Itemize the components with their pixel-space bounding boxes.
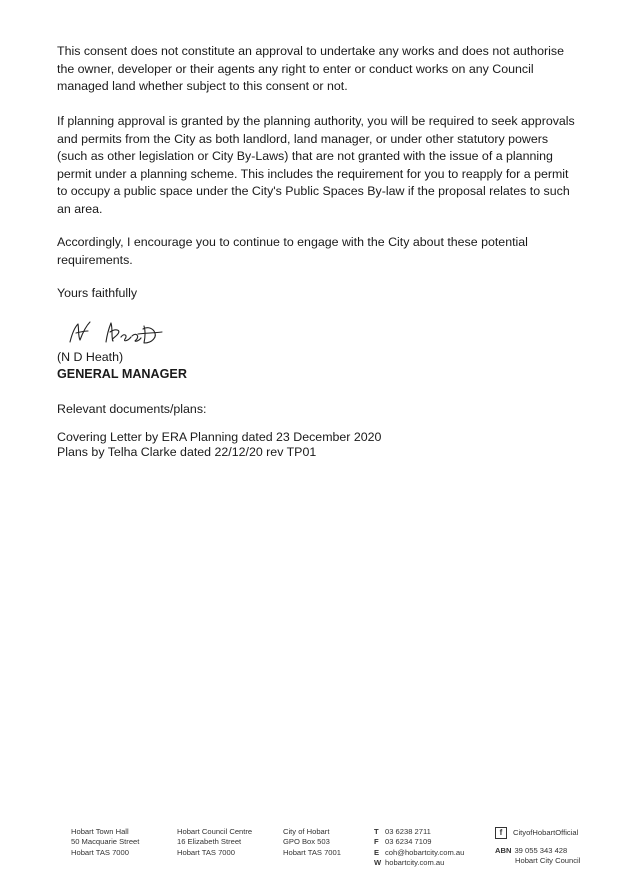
signatory-title: GENERAL MANAGER <box>57 367 187 381</box>
facebook-handle: CityofHobartOfficial <box>513 827 579 837</box>
address-line: Hobart Council Centre <box>177 827 253 836</box>
phone-number[interactable]: 03 6238 2711 <box>385 827 431 836</box>
contact-label: T <box>374 827 379 836</box>
footer-postal-address <box>283 827 341 858</box>
paragraph-planning-approval <box>57 113 575 218</box>
text-line: the owner, developer or their agents any right to enter or conduct works on any Council <box>57 61 534 76</box>
text-line: and permits from the City as both landlord, land manager, or under other statutory powers <box>57 131 549 146</box>
contact-phone <box>374 827 464 837</box>
contact-website <box>374 858 464 868</box>
footer-social-abn <box>495 827 580 867</box>
closing-salutation: Yours faithfully <box>57 286 138 300</box>
address-line: Hobart TAS 7000 <box>177 847 235 857</box>
website-link[interactable]: hobartcity.com.au <box>385 858 445 868</box>
address-line: 50 Macquarie Street <box>71 837 140 847</box>
document-item: Plans by Telha Clarke dated 22/12/20 rev TP01 <box>57 444 317 459</box>
abn-number: 39 055 343 428 <box>514 846 568 855</box>
address-line: Hobart TAS 7001 <box>283 847 341 857</box>
address-line: Hobart TAS 7000 <box>71 847 129 857</box>
text-line: to occupy a public space under the City's Public Spaces By-law if the proposal relates to such <box>57 184 570 198</box>
paragraph-encourage-engagement <box>57 234 567 269</box>
contact-fax <box>374 837 464 847</box>
email-link[interactable]: coh@hobartcity.com.au <box>385 847 465 857</box>
text-line: This consent does not constitute an approval to undertake any works and does not authorise <box>57 44 564 58</box>
text-line: Accordingly, I encourage you to continue to engage with the City about these potential <box>57 235 528 249</box>
address-line: City of Hobart <box>283 827 330 836</box>
contact-label: E <box>374 847 380 857</box>
abn-entity: Hobart City Council <box>515 856 581 866</box>
abn-row <box>495 846 580 856</box>
relevant-documents-list <box>57 430 381 459</box>
text-line: managed land whether subject to this consent or not. <box>57 79 348 93</box>
contact-email <box>374 848 464 858</box>
abn-label: ABN <box>495 846 512 855</box>
signatory-name: (N D Heath) <box>57 350 124 364</box>
footer-contact-details <box>374 827 464 869</box>
relevant-documents-heading: Relevant documents/plans: <box>57 402 207 416</box>
facebook-link[interactable] <box>495 827 580 839</box>
footer-town-hall-address <box>71 827 139 858</box>
text-line: permit under a planning scheme. This includes the requirement for you to reapply for a permit <box>57 166 569 181</box>
text-line: If planning approval is granted by the planning authority, you will be required to seek approvals <box>57 114 575 128</box>
text-line: (such as other legislation or City By-Laws) that are not granted with the issue of a planning <box>57 149 553 163</box>
text-line: requirements. <box>57 252 133 267</box>
footer-council-centre-address <box>177 827 252 858</box>
address-line: 16 Elizabeth Street <box>177 837 242 847</box>
contact-label: W <box>374 858 382 868</box>
handwritten-signature <box>66 316 176 350</box>
facebook-icon: f <box>495 827 507 839</box>
text-line: an area. <box>57 201 103 216</box>
document-item: Covering Letter by ERA Planning dated 23 December 2020 <box>57 430 382 444</box>
contact-label: F <box>374 837 379 847</box>
fax-number: 03 6234 7109 <box>385 837 432 847</box>
address-line: Hobart Town Hall <box>71 827 129 836</box>
paragraph-consent-disclaimer <box>57 43 567 96</box>
address-line: GPO Box 503 <box>283 837 330 847</box>
